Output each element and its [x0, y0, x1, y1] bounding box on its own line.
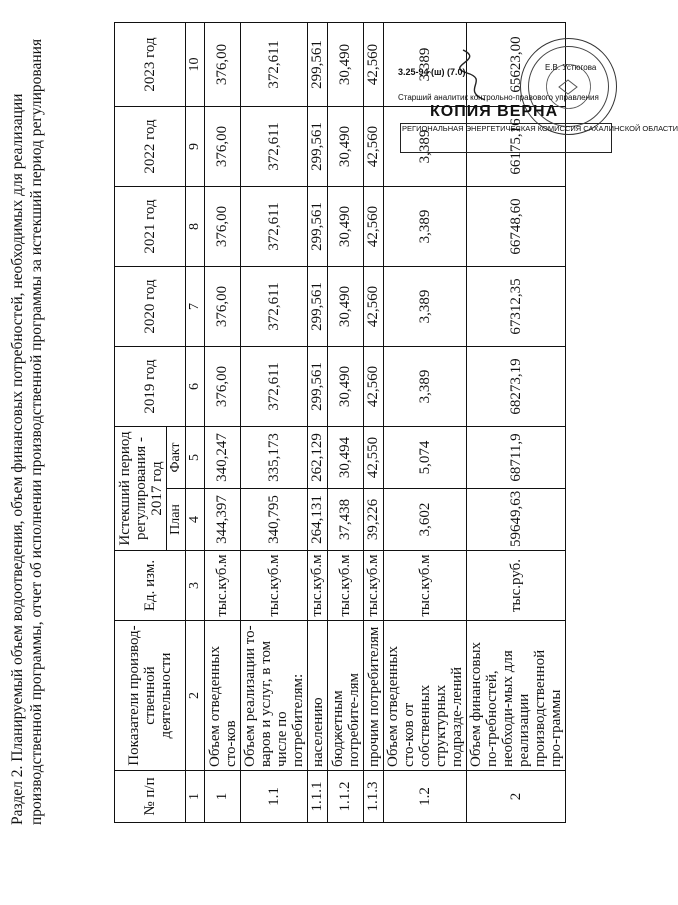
row-year-value: 3,389: [384, 107, 467, 187]
header-fact: Факт: [167, 427, 186, 489]
header-indicator: Показатели производ-ственной деятельности: [115, 621, 186, 771]
row-num: 1: [205, 771, 241, 823]
row-num: 1.2: [384, 771, 467, 823]
row-year-value: 372,611: [241, 107, 308, 187]
row-fact: 262,129: [308, 427, 328, 489]
table-row: [364, 23, 384, 823]
row-unit: тыс.куб.м: [364, 551, 384, 621]
row-year-value: 299,561: [308, 347, 328, 427]
row-plan: 59649,63: [467, 489, 566, 551]
row-year-value: 372,611: [241, 187, 308, 267]
row-year-value: 30,490: [328, 267, 364, 347]
col-num: 6: [186, 347, 205, 427]
row-fact: 68711,9: [467, 427, 566, 489]
stamp-reference: 3.25-94 (ш) (7.0): [398, 67, 466, 77]
row-year-value: 3,389: [384, 187, 467, 267]
row-year-value: 42,560: [364, 267, 384, 347]
heading-line-1: Раздел 2. Планируемый объем водоотведения, объем финансовых потребностей, необходимых для реализации: [9, 93, 26, 825]
stamp-signer-name: Е.В. Устюгова: [545, 63, 597, 72]
col-num: 5: [186, 427, 205, 489]
row-year-value: 68273,19: [467, 347, 566, 427]
row-year-value: 30,490: [328, 107, 364, 187]
row-num: 1.1.1: [308, 771, 328, 823]
col-num: 2: [186, 621, 205, 771]
header-period: Истекший период регулирования - 2017 год: [115, 427, 167, 551]
header-year-2020: 2020 год: [115, 267, 186, 347]
heading-line-2: производственной программы, отчет об исполнении производственной программы за истекший период регулирования: [28, 38, 45, 825]
row-indicator: прочим потребителям: [364, 621, 384, 771]
row-year-value: 3,389: [384, 267, 467, 347]
table-row: [205, 23, 241, 823]
row-plan: 344,397: [205, 489, 241, 551]
row-year-value: 42,560: [364, 347, 384, 427]
table-row: [328, 23, 364, 823]
row-year-value: 372,611: [241, 267, 308, 347]
row-fact: 30,494: [328, 427, 364, 489]
col-num: 3: [186, 551, 205, 621]
stamp-role: Старший аналитик контрольно-правового управления: [398, 93, 599, 102]
row-fact: 5,074: [384, 427, 467, 489]
row-year-value: 299,561: [308, 107, 328, 187]
header-year-2022: 2022 год: [115, 107, 186, 187]
col-num: 4: [186, 489, 205, 551]
table-row: [241, 23, 308, 823]
header-year-2023: 2023 год: [115, 23, 186, 107]
header-year-2021: 2021 год: [115, 187, 186, 267]
row-num: 1.1.2: [328, 771, 364, 823]
row-indicator: Объем финансовых по-требностей, необходи-мых для реализации производственной про-граммы: [467, 621, 566, 771]
stamp-region: РЕГИОНАЛЬНАЯ ЭНЕРГЕТИЧЕСКАЯ КОМИССИЯ САХАЛИНСКОЙ ОБЛАСТИ: [402, 124, 678, 133]
row-year-value: 30,490: [328, 23, 364, 107]
col-num: 1: [186, 771, 205, 823]
row-year-value: 42,560: [364, 187, 384, 267]
row-year-value: 42,560: [364, 23, 384, 107]
header-unit: Ед. изм.: [115, 551, 186, 621]
col-num: 8: [186, 187, 205, 267]
row-year-value: 299,561: [308, 187, 328, 267]
row-plan: 340,795: [241, 489, 308, 551]
row-num: 1.1: [241, 771, 308, 823]
row-year-value: 299,561: [308, 267, 328, 347]
row-year-value: 376,00: [205, 267, 241, 347]
row-year-value: 67312,35: [467, 267, 566, 347]
row-plan: 264,131: [308, 489, 328, 551]
col-num: 10: [186, 23, 205, 107]
header-num: № п/п: [115, 771, 186, 823]
col-num: 9: [186, 107, 205, 187]
row-plan: 3,602: [384, 489, 467, 551]
row-year-value: 376,00: [205, 187, 241, 267]
row-year-value: 376,00: [205, 23, 241, 107]
row-unit: тыс.куб.м: [308, 551, 328, 621]
row-year-value: 372,611: [241, 23, 308, 107]
table-row: [308, 23, 328, 823]
row-year-value: 66748,60: [467, 187, 566, 267]
row-year-value: 376,00: [205, 347, 241, 427]
stamp-copy-certified: КОПИЯ ВЕРНА: [430, 103, 559, 120]
row-year-value: 3,389: [384, 23, 467, 107]
row-unit: тыс.куб.м: [205, 551, 241, 621]
row-indicator: Объем отведенных сто-ков: [205, 621, 241, 771]
row-year-value: 3,389: [384, 347, 467, 427]
row-year-value: 42,560: [364, 107, 384, 187]
row-fact: 340,247: [205, 427, 241, 489]
row-year-value: 372,611: [241, 347, 308, 427]
row-indicator: населению: [308, 621, 328, 771]
row-indicator: Объем отведенных сто-ков от собственных структурных подразде-лений: [384, 621, 467, 771]
row-indicator: бюджетным потребите-лям: [328, 621, 364, 771]
column-number-row: [186, 23, 205, 823]
row-year-value: 376,00: [205, 107, 241, 187]
header-year-2019: 2019 год: [115, 347, 186, 427]
row-fact: 42,550: [364, 427, 384, 489]
row-year-value: 299,561: [308, 23, 328, 107]
row-unit: тыс.куб.м: [328, 551, 364, 621]
col-num: 7: [186, 267, 205, 347]
row-plan: 37,438: [328, 489, 364, 551]
header-plan: План: [167, 489, 186, 551]
row-unit: тыс.куб.м: [241, 551, 308, 621]
row-year-value: 30,490: [328, 347, 364, 427]
row-year-value: 65623,00: [467, 23, 566, 107]
row-fact: 335,173: [241, 427, 308, 489]
row-unit: тыс.руб.: [467, 551, 566, 621]
row-plan: 39,226: [364, 489, 384, 551]
row-year-value: 66175,16: [467, 107, 566, 187]
row-num: 1.1.3: [364, 771, 384, 823]
section-heading: [8, 25, 46, 825]
row-indicator: Объем реализации то-варов и услуг, в том числе по потребителям:: [241, 621, 308, 771]
row-num: 2: [467, 771, 566, 823]
row-unit: тыс.куб.м: [384, 551, 467, 621]
row-year-value: 30,490: [328, 187, 364, 267]
